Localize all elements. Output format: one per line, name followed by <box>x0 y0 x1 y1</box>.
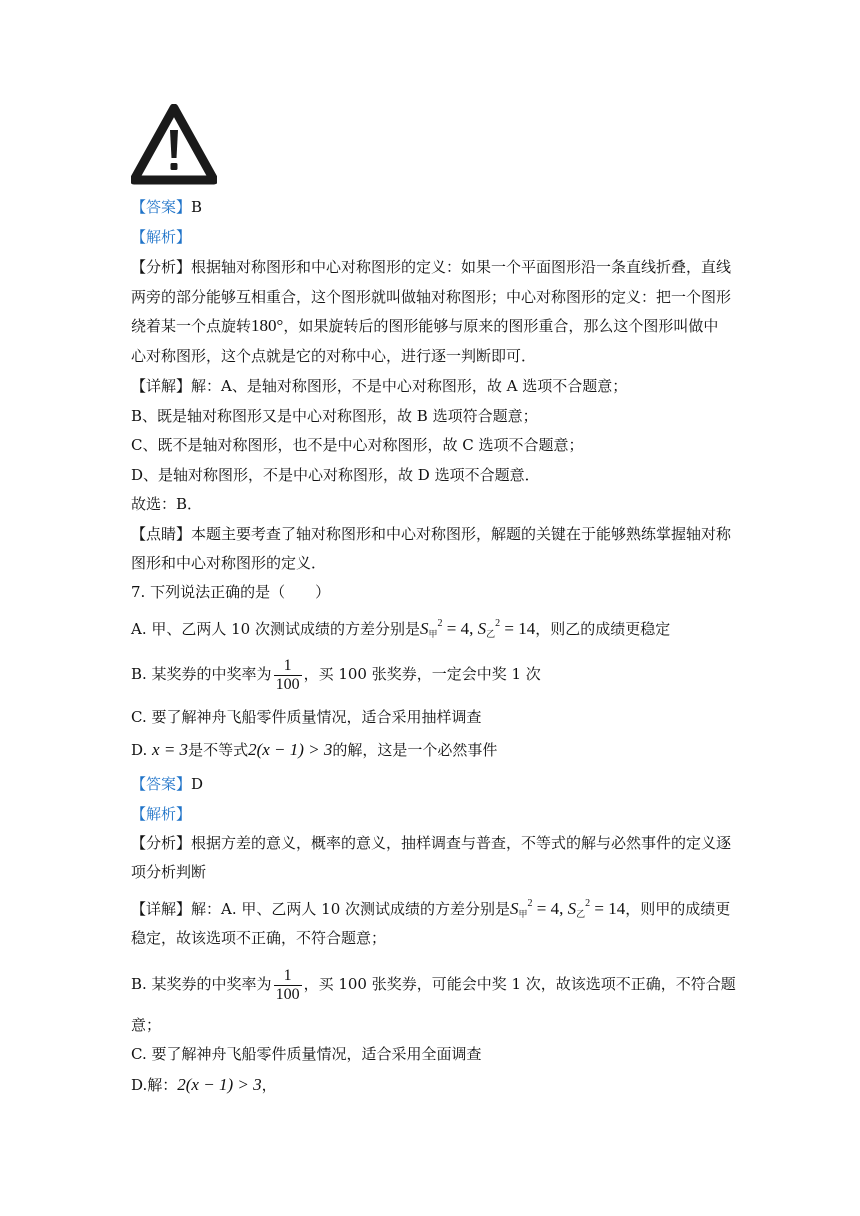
q6-analysis-line4: 心对称图形，这个点就是它的对称中心，进行逐一判断即可． <box>131 347 537 365</box>
q7-analysis-tag: 【解析】 <box>131 805 192 823</box>
q7-option-d-math1: x = 3 <box>152 740 189 759</box>
q7-option-b-pre: B. 某奖券的中奖率为 <box>131 665 272 683</box>
q6-analysis-text3a: 绕着某一个点旋转 <box>131 317 252 335</box>
q6-detail-c: C、既不是轴对称图形，也不是中心对称图形，故 C 选项不合题意； <box>131 436 584 454</box>
variance-value-1: = 4, <box>442 619 478 638</box>
q7-option-b <box>131 652 731 696</box>
q6-comment-line2: 图形和中心对称图形的定义． <box>131 554 327 572</box>
warning-triangle-icon <box>131 104 217 186</box>
q6-comment-text1: 本题主要考查了轴对称图形和中心对称图形，解题的关键在于能够熟练掌握轴对称 <box>191 525 732 543</box>
q7-detail-head: 【详解】 <box>131 900 192 918</box>
variance-symbol: S <box>477 619 487 638</box>
q7-detail-variance-expression <box>510 899 625 918</box>
q7-detail-b-line2: 意； <box>131 1016 162 1034</box>
q7-analysis-text1: 根据方差的意义，概率的意义，抽样调查与普查，不等式的解与必然事件的定义逐 <box>191 834 732 852</box>
q7-detail-d-post: ， <box>261 1076 277 1094</box>
q7-option-a <box>131 614 731 644</box>
subscript-yi: 乙 <box>576 909 586 919</box>
q7-stem: 7. 下列说法正确的是（ ） <box>131 583 331 601</box>
q7-option-a-post: ，则乙的成绩更稳定 <box>535 620 671 638</box>
q6-detail-b: B、既是轴对称图形又是中心对称图形，故 B 选项符合题意； <box>131 407 538 425</box>
q6-rotation-degree: 180° <box>251 316 284 335</box>
fraction-denominator: 100 <box>275 985 300 1003</box>
q7-answer-tag: 【答案】 <box>131 775 192 793</box>
q7-detail-d-line <box>131 1075 731 1095</box>
subscript-jia: 甲 <box>428 629 438 639</box>
subscript-yi: 乙 <box>486 629 496 639</box>
q7-analysis-line2: 项分析判断 <box>131 863 207 881</box>
fraction-numerator: 1 <box>274 967 302 986</box>
variance-value-2: = 14 <box>590 899 626 918</box>
subscript-jia: 甲 <box>518 909 528 919</box>
q7-analysis-tag-line <box>131 804 731 824</box>
q6-comment-line1 <box>131 524 731 544</box>
q7-detail-b-post: ，买 100 张奖券，可能会中奖 1 次，故该选项不正确，不符合题 <box>303 975 736 993</box>
fraction-denominator: 100 <box>275 675 300 693</box>
fraction-numerator: 1 <box>274 657 302 676</box>
q7-detail-b-pre: B. 某奖券的中奖率为 <box>131 975 272 993</box>
q6-detail-a-line <box>131 376 731 396</box>
q6-comment-head: 【点睛】 <box>131 525 192 543</box>
q7-option-d-mid: 是不等式 <box>188 741 249 759</box>
q7-analysis-line1 <box>131 833 731 853</box>
q6-detail-a: 解：A、是轴对称图形，不是中心对称图形，故 A 选项不合题意； <box>191 377 628 395</box>
q6-analysis-line3 <box>131 316 731 336</box>
q6-answer-value: B <box>191 198 203 216</box>
superscript-2: 2 <box>527 898 533 909</box>
q6-analysis-tag-line <box>131 227 731 247</box>
q7-answer-line <box>131 774 731 794</box>
q6-analysis-text1: 根据轴对称图形和中心对称图形的定义：如果一个平面图形沿一条直线折叠，直线 <box>191 258 732 276</box>
q6-analysis-text3b: ，如果旋转后的图形能够与原来的图形重合，那么这个图形叫做中 <box>283 317 719 335</box>
q7-option-d-inequality: 2(x − 1) > 3 <box>248 740 333 759</box>
q7-variance-expression <box>420 619 535 638</box>
q7-detail-a-post: ，则甲的成绩更 <box>625 900 731 918</box>
variance-value-1: = 4, <box>532 899 568 918</box>
q6-analysis-line1 <box>131 257 731 277</box>
q7-detail-d-inequality: 2(x − 1) > 3 <box>177 1075 262 1094</box>
q6-analysis-line2: 两旁的部分能够互相重合，这个图形就叫做轴对称图形；中心对称图形的定义：把一个图形 <box>131 288 732 306</box>
q6-choose: 故选：B． <box>131 495 203 513</box>
q7-option-c: C. 要了解神舟飞船零件质量情况，适合采用抽样调查 <box>131 708 482 726</box>
q7-detail-b-line <box>131 962 736 1006</box>
variance-symbol: S <box>420 619 429 638</box>
superscript-2: 2 <box>585 898 591 909</box>
q6-detail-head: 【详解】 <box>131 377 192 395</box>
fraction-one-hundredth <box>274 657 302 694</box>
q7-analysis-head: 【分析】 <box>131 834 192 852</box>
variance-value-2: = 14 <box>500 619 536 638</box>
q7-detail-a-line <box>131 894 731 924</box>
q6-analysis-tag: 【解析】 <box>131 228 192 246</box>
q7-answer-value: D <box>191 775 204 793</box>
superscript-2: 2 <box>437 618 443 629</box>
q7-option-b-post: ，买 100 张奖券，一定会中奖 1 次 <box>303 665 541 683</box>
q6-detail-d: D、是轴对称图形，不是中心对称图形，故 D 选项不合题意． <box>131 466 540 484</box>
q6-answer-line <box>131 197 731 217</box>
q7-detail-a-pre: 解：A. 甲、乙两人 10 次测试成绩的方差分别是 <box>191 900 511 918</box>
q6-analysis-head: 【分析】 <box>131 258 192 276</box>
q7-option-a-pre: A. 甲、乙两人 10 次测试成绩的方差分别是 <box>131 620 420 638</box>
q7-option-d-post: 的解，这是一个必然事件 <box>332 741 498 759</box>
q7-detail-c: C. 要了解神舟飞船零件质量情况，适合采用全面调查 <box>131 1045 482 1063</box>
variance-symbol: S <box>567 899 577 918</box>
q7-detail-a-line2: 稳定，故该选项不正确，不符合题意； <box>131 929 387 947</box>
q7-detail-d-pre: D.解： <box>131 1076 178 1094</box>
fraction-one-hundredth <box>274 967 302 1004</box>
q7-option-d <box>131 740 731 760</box>
superscript-2: 2 <box>495 618 501 629</box>
variance-symbol: S <box>510 899 519 918</box>
q7-option-d-pre: D. <box>131 741 153 759</box>
q6-answer-tag: 【答案】 <box>131 198 192 216</box>
